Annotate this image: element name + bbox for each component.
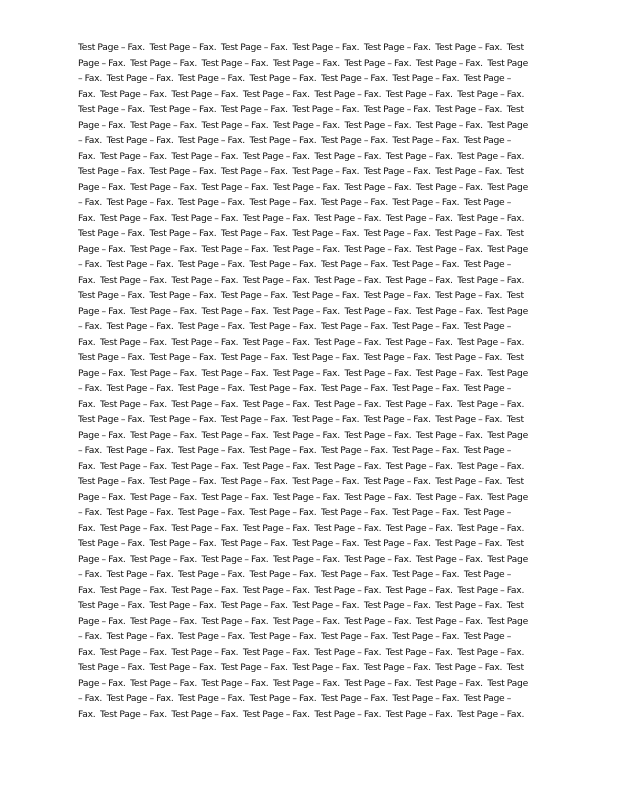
text-line: – Fax. Test Page – Fax. Test Page – Fax. Test Page – Fax. Test Page – Fax. Test Page – Fax. Test Page – [78,383,512,394]
text-line: Page – Fax. Test Page – Fax. Test Page – Fax. Test Page – Fax. Test Page – Fax. Test Page – Fax. Test Page [78,181,528,193]
text-line: Test Page – Fax. Test Page – Fax. Test Page – Fax. Test Page – Fax. Test Page – Fax. Test Page – Fax. Test [78,414,524,425]
text-line: – Fax. Test Page – Fax. Test Page – Fax. Test Page – Fax. Test Page – Fax. Test Page – Fax. Test Page – [78,135,512,146]
text-line: Page – Fax. Test Page – Fax. Test Page – Fax. Test Page – Fax. Test Page – Fax. Test Page – Fax. Test Page [78,491,528,503]
text-line: – Fax. Test Page – Fax. Test Page – Fax. Test Page – Fax. Test Page – Fax. Test Page – Fax. Test Page – [78,507,512,518]
text-line: – Fax. Test Page – Fax. Test Page – Fax. Test Page – Fax. Test Page – Fax. Test Page – Fax. Test Page – [78,73,512,84]
text-line: Fax. Test Page – Fax. Test Page – Fax. Test Page – Fax. Test Page – Fax. Test Page – Fax. Test Page – Fax. [78,150,525,162]
text-line: Test Page – Fax. Test Page – Fax. Test Page – Fax. Test Page – Fax. Test Page – Fax. Test Page – Fax. Test [78,228,524,239]
text-line: Page – Fax. Test Page – Fax. Test Page – Fax. Test Page – Fax. Test Page – Fax. Test Page – Fax. Test Page [78,57,528,69]
text-line: Fax. Test Page – Fax. Test Page – Fax. Test Page – Fax. Test Page – Fax. Test Page – Fax. Test Page – Fax. [78,522,525,534]
text-line: Test Page – Fax. Test Page – Fax. Test Page – Fax. Test Page – Fax. Test Page – Fax. Test Page – Fax. Test [78,42,524,53]
text-line: – Fax. Test Page – Fax. Test Page – Fax. Test Page – Fax. Test Page – Fax. Test Page – Fax. Test Page – [78,321,512,332]
text-line: Test Page – Fax. Test Page – Fax. Test Page – Fax. Test Page – Fax. Test Page – Fax. Test Page – Fax. Test [78,476,524,487]
text-line: Test Page – Fax. Test Page – Fax. Test Page – Fax. Test Page – Fax. Test Page – Fax. Test Page – Fax. Test [78,166,524,177]
text-line: – Fax. Test Page – Fax. Test Page – Fax. Test Page – Fax. Test Page – Fax. Test Page – Fax. Test Page – [78,569,512,580]
text-line: Fax. Test Page – Fax. Test Page – Fax. Test Page – Fax. Test Page – Fax. Test Page – Fax. Test Page – Fax. [78,336,525,348]
text-line: Page – Fax. Test Page – Fax. Test Page – Fax. Test Page – Fax. Test Page – Fax. Test Page – Fax. Test Page [78,615,528,627]
text-line: Test Page – Fax. Test Page – Fax. Test Page – Fax. Test Page – Fax. Test Page – Fax. Test Page – Fax. Test [78,290,524,301]
text-line: – Fax. Test Page – Fax. Test Page – Fax. Test Page – Fax. Test Page – Fax. Test Page – Fax. Test Page – [78,259,512,270]
text-line: Fax. Test Page – Fax. Test Page – Fax. Test Page – Fax. Test Page – Fax. Test Page – Fax. Test Page – Fax. [78,88,525,100]
text-line: Fax. Test Page – Fax. Test Page – Fax. Test Page – Fax. Test Page – Fax. Test Page – Fax. Test Page – Fax. [78,212,525,224]
text-line: Page – Fax. Test Page – Fax. Test Page – Fax. Test Page – Fax. Test Page – Fax. Test Page – Fax. Test Page [78,553,528,565]
text-line: – Fax. Test Page – Fax. Test Page – Fax. Test Page – Fax. Test Page – Fax. Test Page – Fax. Test Page – [78,445,512,456]
text-line: Page – Fax. Test Page – Fax. Test Page – Fax. Test Page – Fax. Test Page – Fax. Test Page – Fax. Test Page [78,305,528,317]
text-line: Test Page – Fax. Test Page – Fax. Test Page – Fax. Test Page – Fax. Test Page – Fax. Test Page – Fax. Test [78,104,524,115]
text-line: – Fax. Test Page – Fax. Test Page – Fax. Test Page – Fax. Test Page – Fax. Test Page – Fax. Test Page – [78,631,512,642]
text-line: Page – Fax. Test Page – Fax. Test Page – Fax. Test Page – Fax. Test Page – Fax. Test Page – Fax. Test Page [78,677,528,689]
text-line: Test Page – Fax. Test Page – Fax. Test Page – Fax. Test Page – Fax. Test Page – Fax. Test Page – Fax. Test [78,538,524,549]
text-line: Fax. Test Page – Fax. Test Page – Fax. Test Page – Fax. Test Page – Fax. Test Page – Fax. Test Page – Fax. [78,646,525,658]
text-line: Fax. Test Page – Fax. Test Page – Fax. Test Page – Fax. Test Page – Fax. Test Page – Fax. Test Page – Fax. [78,708,525,720]
text-line: Page – Fax. Test Page – Fax. Test Page – Fax. Test Page – Fax. Test Page – Fax. Test Page – Fax. Test Page [78,243,528,255]
text-line: Page – Fax. Test Page – Fax. Test Page – Fax. Test Page – Fax. Test Page – Fax. Test Page – Fax. Test Page [78,367,528,379]
text-line: Fax. Test Page – Fax. Test Page – Fax. Test Page – Fax. Test Page – Fax. Test Page – Fax. Test Page – Fax. [78,398,525,410]
text-line: Test Page – Fax. Test Page – Fax. Test Page – Fax. Test Page – Fax. Test Page – Fax. Test Page – Fax. Test [78,352,524,363]
text-line: – Fax. Test Page – Fax. Test Page – Fax. Test Page – Fax. Test Page – Fax. Test Page – Fax. Test Page – [78,693,512,704]
text-line: Fax. Test Page – Fax. Test Page – Fax. Test Page – Fax. Test Page – Fax. Test Page – Fax. Test Page – Fax. [78,584,525,596]
text-line: Page – Fax. Test Page – Fax. Test Page – Fax. Test Page – Fax. Test Page – Fax. Test Page – Fax. Test Page [78,429,528,441]
text-line: Fax. Test Page – Fax. Test Page – Fax. Test Page – Fax. Test Page – Fax. Test Page – Fax. Test Page – Fax. [78,460,525,472]
text-line: Test Page – Fax. Test Page – Fax. Test Page – Fax. Test Page – Fax. Test Page – Fax. Test Page – Fax. Test [78,600,524,611]
body-text [78,40,558,722]
text-line: Test Page – Fax. Test Page – Fax. Test Page – Fax. Test Page – Fax. Test Page – Fax. Test Page – Fax. Test [78,662,524,673]
text-line: Page – Fax. Test Page – Fax. Test Page – Fax. Test Page – Fax. Test Page – Fax. Test Page – Fax. Test Page [78,119,528,131]
text-line: – Fax. Test Page – Fax. Test Page – Fax. Test Page – Fax. Test Page – Fax. Test Page – Fax. Test Page – [78,197,512,208]
text-line: Fax. Test Page – Fax. Test Page – Fax. Test Page – Fax. Test Page – Fax. Test Page – Fax. Test Page – Fax. [78,274,525,286]
